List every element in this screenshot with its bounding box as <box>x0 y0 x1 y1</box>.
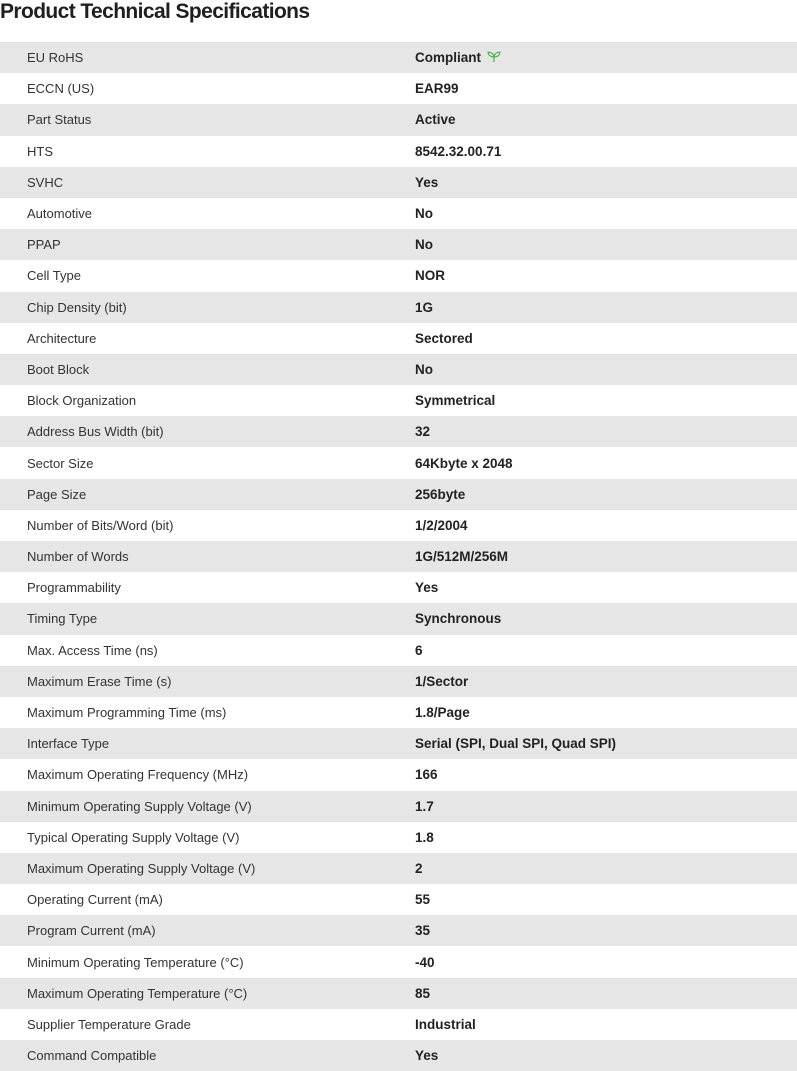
spec-name-text: Max. Access Time (ns) <box>27 642 158 658</box>
spec-name <box>0 541 415 572</box>
spec-value <box>415 510 797 541</box>
spec-value <box>415 541 797 572</box>
spec-value-text: Serial (SPI, Dual SPI, Quad SPI) <box>415 736 617 752</box>
spec-name <box>0 946 415 977</box>
spec-name-text: Typical Operating Supply Voltage (V) <box>27 829 240 845</box>
spec-value-text: Active <box>415 112 456 128</box>
spec-row <box>0 603 797 634</box>
spec-value <box>415 915 797 946</box>
spec-name <box>0 354 415 385</box>
spec-value <box>415 416 797 447</box>
spec-name <box>0 136 415 167</box>
spec-value <box>415 323 797 354</box>
spec-value <box>415 167 797 198</box>
spec-value <box>415 728 797 759</box>
spec-name <box>0 978 415 1009</box>
spec-row <box>0 635 797 666</box>
spec-row <box>0 167 797 198</box>
spec-name-text: SVHC <box>27 174 64 190</box>
spec-name <box>0 666 415 697</box>
spec-row <box>0 229 797 260</box>
spec-value-text: Yes <box>415 580 439 596</box>
spec-value-text: 2 <box>415 860 423 876</box>
spec-value <box>415 978 797 1009</box>
spec-row <box>0 822 797 853</box>
spec-name-text: Maximum Programming Time (ms) <box>27 705 227 721</box>
spec-name-text: Interface Type <box>27 736 110 752</box>
spec-name <box>0 603 415 634</box>
spec-name-text: Architecture <box>27 330 97 346</box>
spec-row <box>0 104 797 135</box>
spec-value <box>415 1040 797 1071</box>
spec-value-text: Symmetrical <box>415 393 496 409</box>
spec-value-text: 1G <box>415 299 434 315</box>
spec-value <box>415 292 797 323</box>
spec-value <box>415 354 797 385</box>
spec-value <box>415 104 797 135</box>
spec-value-text: 6 <box>415 642 423 658</box>
spec-value <box>415 853 797 884</box>
spec-value-text: 35 <box>415 923 431 939</box>
spec-value-text: 8542.32.00.71 <box>415 143 502 159</box>
spec-value-text: EAR99 <box>415 81 459 97</box>
spec-name-text: Number of Words <box>27 549 129 565</box>
leaf-icon <box>487 51 501 63</box>
spec-value-text: 1.7 <box>415 798 434 814</box>
spec-name-text: Page Size <box>27 486 87 502</box>
spec-name <box>0 635 415 666</box>
spec-name-text: Supplier Temperature Grade <box>27 1016 191 1032</box>
spec-value-text: Compliant <box>415 50 481 66</box>
spec-value <box>415 479 797 510</box>
spec-value <box>415 42 797 73</box>
spec-name-text: Command Compatible <box>27 1048 157 1064</box>
spec-value-text: 85 <box>415 985 431 1001</box>
spec-name <box>0 572 415 603</box>
spec-name-text: ECCN (US) <box>27 81 95 97</box>
spec-row <box>0 416 797 447</box>
spec-value-text: Sectored <box>415 330 473 346</box>
spec-name-text: Automotive <box>27 206 93 222</box>
spec-name <box>0 479 415 510</box>
spec-row <box>0 791 797 822</box>
spec-value-text: 32 <box>415 424 431 440</box>
spec-value-text: Synchronous <box>415 611 502 627</box>
spec-row <box>0 354 797 385</box>
spec-name <box>0 510 415 541</box>
spec-value <box>415 822 797 853</box>
spec-name <box>0 853 415 884</box>
spec-name <box>0 759 415 790</box>
spec-value-text: No <box>415 361 433 377</box>
page-title: Product Technical Specifications <box>0 0 310 23</box>
spec-value <box>415 229 797 260</box>
spec-row <box>0 260 797 291</box>
spec-name <box>0 884 415 915</box>
spec-name <box>0 822 415 853</box>
spec-value-text: 1/Sector <box>415 673 469 689</box>
spec-value <box>415 136 797 167</box>
spec-value-text: Industrial <box>415 1016 476 1032</box>
spec-value <box>415 385 797 416</box>
spec-name-text: Part Status <box>27 112 92 128</box>
spec-name-text: Maximum Operating Temperature (°C) <box>27 985 248 1001</box>
spec-name <box>0 728 415 759</box>
spec-row <box>0 946 797 977</box>
spec-value-text: Yes <box>415 1048 439 1064</box>
spec-name <box>0 229 415 260</box>
spec-row <box>0 1009 797 1040</box>
spec-name-text: PPAP <box>27 237 61 253</box>
spec-value-text: Yes <box>415 174 439 190</box>
spec-row <box>0 666 797 697</box>
spec-value-text: 256byte <box>415 486 466 502</box>
spec-name-text: Number of Bits/Word (bit) <box>27 517 174 533</box>
spec-name-text: Address Bus Width (bit) <box>27 424 164 440</box>
spec-table-body <box>0 42 797 1071</box>
spec-name <box>0 697 415 728</box>
spec-value-text: NOR <box>415 268 445 284</box>
spec-name <box>0 447 415 478</box>
spec-name-text: HTS <box>27 143 53 159</box>
spec-value-text: No <box>415 237 433 253</box>
spec-name-text: Chip Density (bit) <box>27 299 127 315</box>
spec-name-text: Program Current (mA) <box>27 923 156 939</box>
spec-value <box>415 73 797 104</box>
spec-name-text: EU RoHS <box>27 50 84 66</box>
spec-row <box>0 697 797 728</box>
spec-name-text: Block Organization <box>27 393 137 409</box>
spec-value-text: 1G/512M/256M <box>415 549 509 565</box>
spec-name <box>0 323 415 354</box>
spec-row <box>0 136 797 167</box>
spec-name <box>0 791 415 822</box>
spec-value <box>415 635 797 666</box>
spec-value <box>415 697 797 728</box>
spec-row <box>0 73 797 104</box>
spec-name <box>0 416 415 447</box>
spec-name <box>0 385 415 416</box>
spec-value <box>415 198 797 229</box>
spec-name-text: Maximum Erase Time (s) <box>27 673 172 689</box>
spec-value <box>415 1009 797 1040</box>
spec-name-text: Cell Type <box>27 268 81 284</box>
spec-name <box>0 198 415 229</box>
spec-row <box>0 728 797 759</box>
spec-name <box>0 167 415 198</box>
spec-row <box>0 385 797 416</box>
spec-row <box>0 447 797 478</box>
spec-row <box>0 541 797 572</box>
spec-name-text: Boot Block <box>27 361 90 377</box>
spec-name-text: Timing Type <box>27 611 98 627</box>
spec-value-text: 166 <box>415 767 438 783</box>
spec-value <box>415 946 797 977</box>
spec-name <box>0 1009 415 1040</box>
spec-value <box>415 666 797 697</box>
spec-name <box>0 260 415 291</box>
spec-name-text: Minimum Operating Supply Voltage (V) <box>27 798 252 814</box>
spec-value <box>415 572 797 603</box>
spec-row <box>0 978 797 1009</box>
spec-name-text: Maximum Operating Supply Voltage (V) <box>27 860 256 876</box>
spec-row <box>0 853 797 884</box>
spec-row <box>0 292 797 323</box>
spec-name-text: Minimum Operating Temperature (°C) <box>27 954 244 970</box>
spec-row <box>0 323 797 354</box>
spec-value-text: 55 <box>415 892 431 908</box>
spec-table <box>0 42 797 1071</box>
spec-name <box>0 915 415 946</box>
spec-name-text: Programmability <box>27 580 121 596</box>
spec-value <box>415 759 797 790</box>
spec-row <box>0 1040 797 1071</box>
spec-value <box>415 603 797 634</box>
spec-row <box>0 479 797 510</box>
spec-value <box>415 791 797 822</box>
spec-row <box>0 915 797 946</box>
spec-value-text: No <box>415 206 433 222</box>
spec-value-text: 64Kbyte x 2048 <box>415 455 513 471</box>
spec-name <box>0 42 415 73</box>
spec-value-text: 1/2/2004 <box>415 517 468 533</box>
spec-name-text: Maximum Operating Frequency (MHz) <box>27 767 249 783</box>
spec-value-text: 1.8 <box>415 829 434 845</box>
spec-row <box>0 42 797 73</box>
spec-name <box>0 73 415 104</box>
spec-name <box>0 104 415 135</box>
spec-row <box>0 759 797 790</box>
spec-row <box>0 198 797 229</box>
spec-name <box>0 292 415 323</box>
spec-name <box>0 1040 415 1071</box>
spec-value <box>415 884 797 915</box>
spec-row <box>0 510 797 541</box>
spec-row <box>0 884 797 915</box>
spec-value <box>415 260 797 291</box>
spec-value-text: 1.8/Page <box>415 705 470 721</box>
spec-value <box>415 447 797 478</box>
spec-name-text: Sector Size <box>27 455 94 471</box>
spec-name-text: Operating Current (mA) <box>27 892 163 908</box>
spec-row <box>0 572 797 603</box>
spec-value-text: -40 <box>415 954 435 970</box>
